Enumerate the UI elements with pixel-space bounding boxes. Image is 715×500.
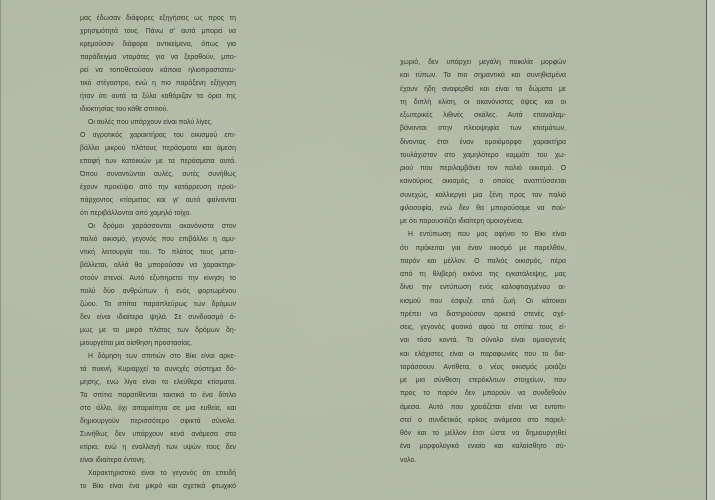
text-line: άμεσα. Αυτό που χρειάζεται είναι να εντοπι- [400, 403, 566, 411]
text-line: θόν και το μέλλον έτσι ώστε να δημιουργηθεί [400, 430, 566, 437]
text-line: ιδιοκτησίας του κάθε σπιτιού. [80, 106, 169, 113]
text-line: ένα μορφολογικά ενιαίο και καλαίσθητο σύ- [400, 443, 566, 451]
text-line: ρεί να τοποθετούσαν κάποιο ηλιοπροστατευ- [80, 67, 236, 74]
text-line: παράδειγμα ντομάτες για να ξεραθούν, μπο- [80, 54, 236, 61]
text-line: ναι τόσο κοντά. Το σύνολο είναι ομοιογενές [400, 337, 566, 345]
text-line: Τα σπίτια παρατίθενται τακτικά το ένα δίπλα [80, 392, 236, 399]
text-line: ριού που περιλαμβάνει τον παλιό οικισμό. Ο [400, 165, 566, 172]
text-line: με ότι παρουσιάζει ιδιαίτερη ομοιογένεια. [400, 218, 524, 225]
paragraph [80, 116, 236, 129]
text-line: τουλάχιστον στο χαμηλότερο κομμάτι του χω- [400, 151, 566, 159]
text-line: κτίρια, ενώ η εναλλαγή των υψών τους δεν [80, 444, 236, 451]
text-line: έχουν προκύψει από την κατάρρευση προϋ- [80, 184, 236, 191]
text-line: ντική λειτουργία του. Το πλάτος τους μετα- [80, 249, 236, 256]
text-line: σεις, γεγονός φυσικό αφού τα σπίτια τους εί- [400, 324, 566, 331]
text-line: Οι δρόμοι χαράσσονται ακανόνιστα στον [88, 223, 236, 230]
text-line: έχουν ήδη αναφερθεί και είναι τα δώματα με [400, 85, 566, 93]
text-line: κισμού που έσφυζε από ζωή. Οι κάτοικοι [400, 297, 566, 305]
text-line: βάλλει μικρού πλάτους περάσματα και άμεση [80, 145, 236, 152]
text-line: καινούριος οικισμός, ο οποίος αναπτύσσεται [400, 178, 566, 186]
text-line: τικό στέγαστρο, ενώ η πιο παράξενη εξήγηση [80, 80, 236, 87]
text-line: στο άλλο, όχι απαραίτητα σε μια ευθεία, και [80, 405, 236, 412]
text-line: και ελάχιστες είναι οι παραφωνίες που το δια- [400, 350, 566, 358]
text-line: πρέπει να διατηρούσαν αρκετά στενές σχέ- [400, 310, 566, 318]
text-line: Η εντύπωση που μας αφήνει το Βίκι είναι [408, 231, 566, 239]
left-text-column [80, 12, 236, 493]
text-line: τά πυκνή. Κυριαρχεί το συνεχές σύστημα δό- [80, 366, 236, 373]
text-line: το Βίκι είναι ένα μικρό και σχετικά φτωχικό [80, 483, 236, 490]
text-line: ζώου. Τα σπίτια παραπλεύρως των δρόμων [80, 301, 236, 308]
text-line: βάνονται στην πλειοψηφία των κτισμάτων, [400, 125, 566, 133]
text-line: Η δόμηση των σπιτιών στο Βίκι είναι αρκε- [88, 353, 236, 360]
text-line: στούν στενοί. Αυτό εξυπηρετεί την κίνηση το [80, 275, 236, 282]
text-line: είναι ιδιαίτερα έντονη. [80, 457, 146, 464]
text-line: Ο αγροτικός χαρακτήρας του οικισμού επι- [80, 132, 236, 139]
text-line: μησης, ενώ λίγα είναι τα ελεύθερα κτίσματα. [80, 379, 236, 386]
text-line: πάρχοντος κτίσματος και γι' αυτό φαίνονται [80, 197, 236, 204]
paragraph [80, 467, 236, 493]
text-line: χρησιμότητά τους. Πάνω σ' αυτά μπορεί να [80, 28, 236, 35]
text-line: δεν είναι ιδιαίτερα ψηλά. Σε συνδυασμό ό- [80, 314, 236, 321]
text-line: χωριό, δεν υπάρχει μεγάλη ποικιλία μορφών [400, 59, 566, 66]
paragraph [80, 129, 236, 220]
text-line: ταράσσουν. Αντίθετα, ο νέος οικισμός μοιάζει [400, 363, 566, 371]
text-line: δημιουργούν περισσότερο σφικτά σύνολα. [80, 418, 236, 425]
text-line: ήταν ότι αυτά τα ξύλα καθόριζαν τα όρια της [80, 93, 236, 100]
text-line: νολο. [400, 456, 417, 464]
text-line: με μια σύνθεση ετερόκλιτων στοιχείων, που [400, 377, 566, 384]
text-line: επαφή των κατοικιών με τα περάσματα αυτά. [80, 158, 236, 165]
text-line: κρεμούσαν διάφορα αντικείμενα, όπως για [80, 41, 236, 48]
text-line: παλιό οικισμό, γεγονός που επιβάλλει η αμυ- [80, 236, 236, 243]
text-line: Χαρακτηριστικό είναι το γεγονός ότι επειδή [88, 470, 236, 477]
text-line: εξωτερικές λιθινές σκάλες. Αυτά επαναλαμ- [400, 112, 566, 119]
paragraph [80, 350, 236, 467]
text-line: πολύ δύο ανθρώπων ή ενός φορτωμένου [80, 288, 236, 295]
text-line: μως με το μικρό πλάτος των δρόμων δη- [80, 327, 236, 334]
text-line: βάλλεται, αλλά θα μπορούσαν να χαρακτηρι- [80, 262, 236, 269]
page-edge-strip [707, 0, 715, 500]
text-line: από τη θλιβερή εικόνα της εγκατάλειψης, μας [400, 271, 566, 278]
text-line: ότι περιβάλλονται από χαμηλό τοίχο. [80, 210, 192, 217]
text-line: ότι πρόκειται για έναν οικισμό με παρελθόν, [400, 244, 566, 252]
paragraph [400, 56, 566, 228]
page-edge-left [0, 0, 1, 500]
paragraph [400, 228, 566, 467]
text-line: στεί ο συνδετικός κρίκος ανάμεσα στο παρελ- [400, 416, 566, 424]
text-line: Οι αυλές που υπάρχουν είναι πολύ λίγες. [88, 119, 213, 126]
text-line: δίνοντας έτσι έναν ομοιόμορφο χαρακτήρα [400, 138, 566, 146]
text-line: Όπου συναντώνται αυλές, αυτές συνήθως [80, 171, 236, 178]
paragraph [80, 12, 236, 116]
text-line: δίνει την εντύπωση ενός καλοφτιαγμένου οι- [400, 284, 566, 292]
text-line: μιουργείται μια αίσθηση προστασίας. [80, 340, 193, 347]
text-line: και τύπων. Τα πιο σημαντικά και συνηθισμένα [400, 72, 566, 80]
text-line: μας έδωσαν διάφορες εξηγήσεις ως προς τη [80, 15, 236, 22]
text-line: προς το παρόν δεν μπορούν να συνδεθούν [400, 390, 566, 398]
paragraph [80, 220, 236, 350]
text-line: συνεχώς, καλλιεργεί μια ξένη προς τον παλιό [400, 191, 566, 199]
text-line: Συνήθως δεν υπάρχουν κενά ανάμεσα στα [80, 431, 236, 438]
text-line: παρόν και μέλλον. Ο παλιός οικισμός, πέρα [400, 257, 566, 265]
text-line: τη διπλή κλίση, οι ακανόνιστες όψεις και οι [400, 98, 566, 106]
text-line: φιλοσοφία, ενώ δεν θα μπορούσαμε να πού- [400, 204, 566, 212]
right-text-column [400, 56, 566, 467]
